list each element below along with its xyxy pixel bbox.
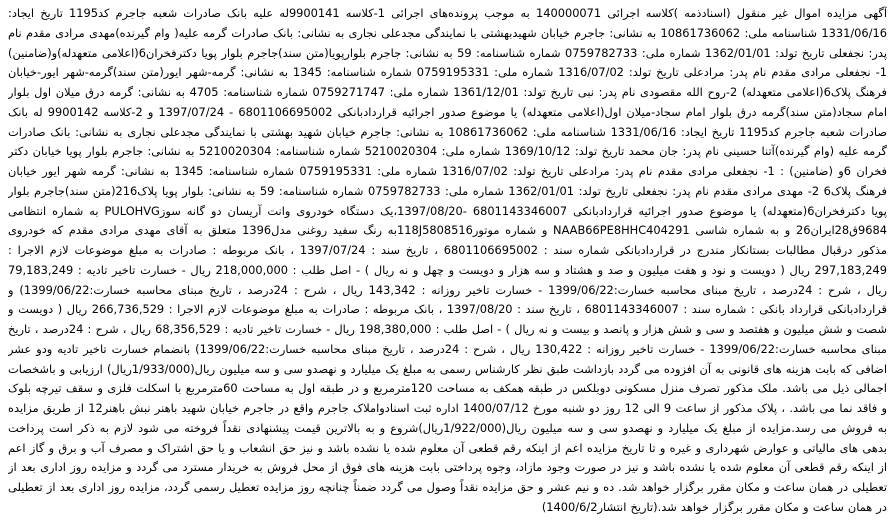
- auction-notice-text: آگهی مزایده اموال غیر منقول (اسنادذمه )کلاسه اجرائی 140000071 به موجب پرونده‌های اجرائی 1-کلاسه 9900141له علیه بانک صادرات شعبه جاجرم کد1195 تاریخ ایجاد: 1331/06/16 شناسنامه ملی: 10861736062 به نشانی: جاجرم خیابان شهیدبهشتی با نمایندگی مجدعلی نجاری به نشانی: بانک صادرات گرمه علیه( وام گیرنده)مهدی مرادی مقدم نام پدر: نجفعلی تاریخ تولد: 1362/01/01 شماره ملی: 0759782733 شماره شناسنامه: 59 به نشانی: جاجرم بلوارپویا(متن سند)جاجرم بلوار پویا دکترفخران6(اعلامی متعهدله)و(ضامنین) 1- نجفعلی مرادی مقدم نام پدر: مرادعلی تاریخ تولد: 1316/07/02 شماره ملی: 0759195331 شماره شناسنامه: 1345 به نشانی: گرمه-شهر ایور(متن سند)گرمه-شهر ایور-خیابان فرهنگ پلاک6(اعلامی متعهدله) 2-روح الله مقصودی نام پدر: نبی تاریخ تولد: 1361/12/01 شماره ملی: 0759271747 شماره شناسنامه: 4705 به نشانی: گرمه درق میلان اول بلوار امام سجاد(متن سند)گرمه درق بلوار امام سجاد-میلان اول(اعلامی متعهدله) یا موضوع صدور اجرائیه قراردادبانکی 6801106695002 - 1397/07/24 و 2-کلاسه 9900142 له بانک صادرات شعبه جاجرم کد1195 تاریخ ایجاد: 1331/06/16 شناسنامه ملی: 10861736062 به نشانی: جاجرم خیابان شهید بهشتی با نمایندگی مجدعلی نجاری به نشانی: بانک صادرات گرمه علیه (وام گیرنده)آتنا حسینی نام پدر: جان محمد تاریخ تولد: 1369/10/12 شماره ملی: 5210020304 شماره شناسنامه: 5210020304 به نشانی: جاجرم بلوار پویا خیابان دکتر فخران 6و (ضامنین) : 1- نجفعلی مرادی مقدم نام پدر: مرادعلی تاریخ تولد: 1316/07/02 شماره ملی: 0759195331 شماره شناسنامه: 1345 به نشانی: گرمه شهر ایور خیابان فرهنگ پلاک6 2- مهدی مرادی مقدم نام پدر: نجفعلی تاریخ تولد: 1362/01/01 شماره ملی: 0759782733 شماره شناسنامه: 59 به نشانی: بلوار پویا پلاک216(متن سند)جاجرم بلوار پویا دکترفخران6(متعهدله) یا موضوع صدور اجرائیه قراردادبانکی 6801143346007 -1397/08/20،یک دستگاه خودروی وانت آریسان دو گانه سوزPULOHVG به شماره انتظامی 9684ق28ایران26 و به شماره شاسی NAAB66PE8HHC404291 و شماره موتور118J5808516به رنگ سفید روغنی مدل1396 متعلق به آقای مهدی مرادی مقدم که خودروی مذکور درقبال مطالبات بستانکار مندرج در قراردادبانکی شماره سند : 6801106695002 ، تاریخ سند : 1397/07/24 ، بانک مربوطه : صادرات به مبلغ موضوعات لازم الاجرا : 297,183,249 ریال ( دویست و نود و هفت میلیون و صد و هشتاد و سه هزار و دویست و چهل و نه ریال ) - اصل طلب : 218,000,000 ریال - خسارت تاخیر تادیه : 79,183,249 ریال ، شرح : 24درصد ، تاریخ مبنای محاسبه خسارت:1399/06/22 - خسارت تاخیر روزانه : 143,342 ریال ، شرح : 24درصد ، تاریخ مبنای محاسبه خسارت:1399/06/22) و قراردادبانکی قرارداد بانکی : شماره سند : 6801143346007 ، تاریخ سند : 1397/08/20 ، بانک مربوطه : صادرات به مبلغ موضوعات لازم الاجرا : 266,736,529 ریال ( دویست و شصت و شش میلیون و هفتصد و سی و شش هزار و پانصد و بیست و نه ریال ) - اصل طلب : 198,380,000 ریال - خسارت تاخیر تادیه : 68,356,529 ریال ، شرح : 24درصد ، تاریخ مبنای محاسبه خسارت:1399/06/22 - خسارت تاخیر روزانه : 130,422 ریال ، شرح : 24درصد ، تاریخ مبنای محاسبه خسارت:1399/06/22) بانضمام خسارت تاخیر تادیه ودو عشر اضافی که بابت هزینه های قانونی به آن افزوده می گردد بازداشت طبق نظر کارشناس رسمی به مبلغ یک میلیارد و نهصدو سی و سه میلیون ریال(1/933/000ریال) ارزیابی و باشخصات اجمالی ذیل می باشد. ملک مذکور تصرف منزل مسکونی دوبلکس در طبقه همکف به مساحت 120مترمربع و در طبقه اول به مساحت 60مترمربع با اسکلت فلزی و سقف تیرچه بلوک و فاقد نما می باشد. ، پلاک مذکور از ساعت 9 الی 12 روز دو شنبه مورخ 1400/07/12 اداره ثبت اسنادواملاک جاجرم واقع در جاجرم خیابان شهید باهنر نبش باهنر12 از طریق مزایده به فروش می رسد.مزایده از مبلغ یک میلیارد و نهصدو سی و سه میلیون ریال(1/922/000ریال)شروع و به بالاترین قیمت پیشنهادی نقداً فروخته می شود لازم به ذکر است پرداخت بدهی های مالیاتی و عوارض شهرداری و غیره و تا تاریخ مزایده اعم از اینکه رقم قطعی آن معلوم شده یا نشده باشد و نیز حق انشعاب و یا حق اشتراک و مصرف آب و برق و گاز اعم از اینکه رقم قطعی آن معلوم شده یا نشده باشد و نیز در صورت وجود مازاد، وجوه پرداختی بابت هزینه های فوق از محل فروش به خریدار مسترد می گردد و مزایده روز اداری بعد از تعطیلی در همان ساعت و مکان مقرر برگزار خواهد شد. ده و نیم عشر و حق مزایده نقداً وصول می گردد ضمناً چنانچه روز مزایده تعطیل رسمی گردد، مزایده روز اداری بعد از تعطیلی در همان ساعت و مکان مقرر برگزار خواهد شد.(تاریخ انتشار1400/6/2): [8, 6, 887, 514]
